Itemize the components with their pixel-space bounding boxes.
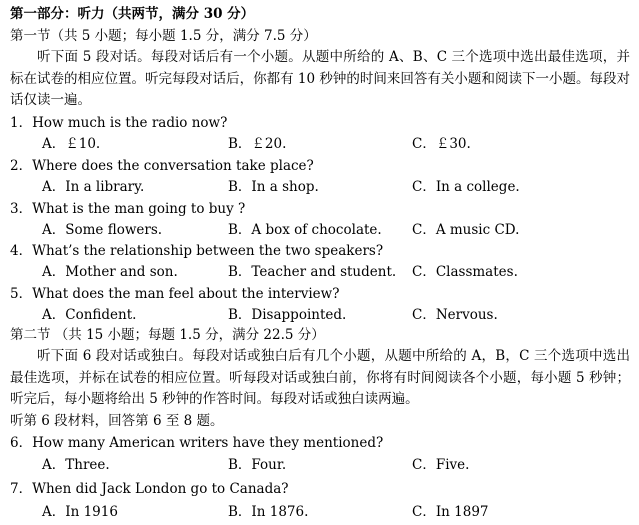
section2-heading: 第二节 （共 15 小题；每题 1.5 分，满分 22.5 分） [10, 327, 325, 343]
option-c: C．Nervous. [412, 307, 498, 323]
option-b: B．Disappointed. [228, 307, 347, 323]
option-a: A．Three. [42, 457, 110, 473]
option-c: C．In a college. [412, 179, 520, 195]
option-b: B．In a shop. [228, 179, 319, 195]
option-a: A．Confident. [42, 307, 137, 323]
option-c: C．In 1897 [412, 504, 489, 520]
option-b: B．A box of chocolate. [228, 222, 382, 238]
question-stem: 7．When did Jack London go to Canada? [10, 481, 289, 497]
question-stem: 2．Where does the conversation take place? [10, 158, 314, 174]
question-stem: 3．What is the man going to buy ? [10, 201, 246, 217]
question-stem: 4．What’s the relationship between the two speakers? [10, 243, 384, 259]
option-c: C．Classmates. [412, 264, 518, 280]
option-a: A．Mother and son. [42, 264, 178, 280]
option-c: C．￡30. [412, 136, 471, 152]
question-stem: 5．What does the man feel about the interview? [10, 286, 340, 302]
question-stem: 1．How much is the radio now? [10, 115, 228, 131]
section1-instructions: 听下面 5 段对话。每段对话后有一个小题。从题中所给的 A、B、C 三个选项中选出最佳选项，并标在试卷的相应位置。听完每段对话后，你都有 10 秒钟的时间来回答有关小题和阅读下一小题。每段对话仅读一遍。 [10, 49, 630, 108]
option-b: B．In 1876. [228, 504, 309, 520]
section2-instructions: 听下面 6 段对话或独白。每段对话或独白后有几个小题，从题中所给的 A，B，C 三个选项中选出最佳选项，并标在试卷的相应位置。听每段对话或独白前，你将有时间阅读各个小题，每小题 5 秒钟；听完后，每小题将给出 5 秒钟的作答时间。每段对话或独白读两遍。 [10, 348, 630, 407]
question-stem: 6．How many American writers have they mentioned? [10, 435, 384, 451]
option-b: B．Four. [228, 457, 287, 473]
section1-heading: 第一节（共 5 小题；每小题 1.5 分，满分 7.5 分） [10, 28, 317, 44]
option-c: C．Five. [412, 457, 470, 473]
option-a: A．In a library. [42, 179, 145, 195]
option-a: A．In 1916 [42, 504, 118, 520]
option-b: B．Teacher and student. [228, 264, 397, 280]
option-a: A．Some flowers. [42, 222, 163, 238]
material-note: 听第 6 段材料，回答第 6 至 8 题。 [10, 413, 224, 429]
option-c: C．A music CD. [412, 222, 520, 238]
option-a: A．￡10. [42, 136, 101, 152]
option-b: B．￡20. [228, 136, 287, 152]
part-title: 第一部分：听力（共两节，满分 30 分） [10, 6, 255, 22]
